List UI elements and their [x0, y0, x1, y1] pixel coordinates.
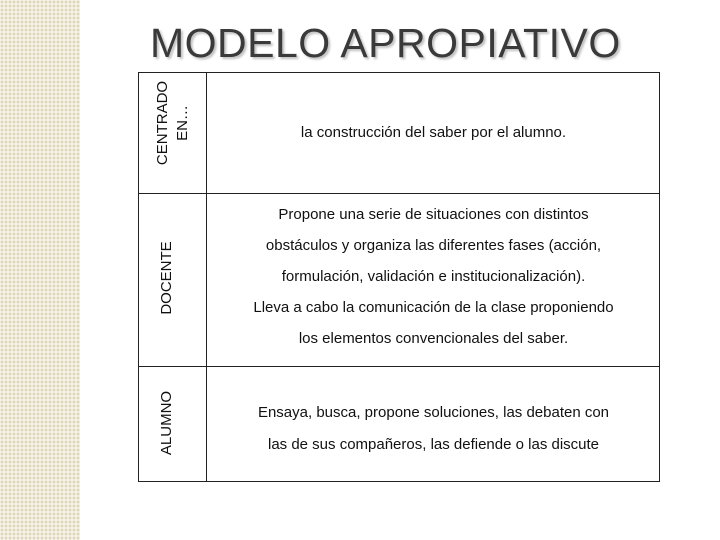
row-divider-1 — [139, 193, 659, 194]
content-line: formulación, validación e institucionalización). — [281, 268, 586, 285]
row-label-docente: DOCENTE — [158, 241, 175, 315]
content-line: Propone una serie de situaciones con distintos — [278, 206, 589, 223]
row-divider-2 — [139, 366, 659, 367]
content-table — [138, 72, 660, 482]
row-label-alumno: ALUMNO — [158, 390, 175, 456]
decorative-side-strip — [0, 0, 80, 540]
content-line: Ensaya, busca, propone soluciones, las debaten con — [257, 404, 610, 421]
row-content-docente — [206, 199, 661, 354]
row-content-alumno — [206, 397, 661, 461]
slide-title: MODELO APROPIATIVO — [150, 20, 621, 66]
content-line: los elementos convencionales del saber. — [298, 330, 569, 347]
row-label-line2: EN… — [174, 105, 191, 141]
row-label-line1: CENTRADO — [154, 80, 171, 166]
row-content-centrado: la construcción del saber por el alumno. — [300, 124, 567, 141]
content-line: Lleva a cabo la comunicación de la clase proponiendo — [253, 299, 614, 316]
content-line: las de sus compañeros, las defiende o las discute — [267, 436, 600, 453]
row-label-centrado — [153, 63, 193, 183]
content-line: obstáculos y organiza las diferentes fases (acción, — [265, 237, 602, 254]
